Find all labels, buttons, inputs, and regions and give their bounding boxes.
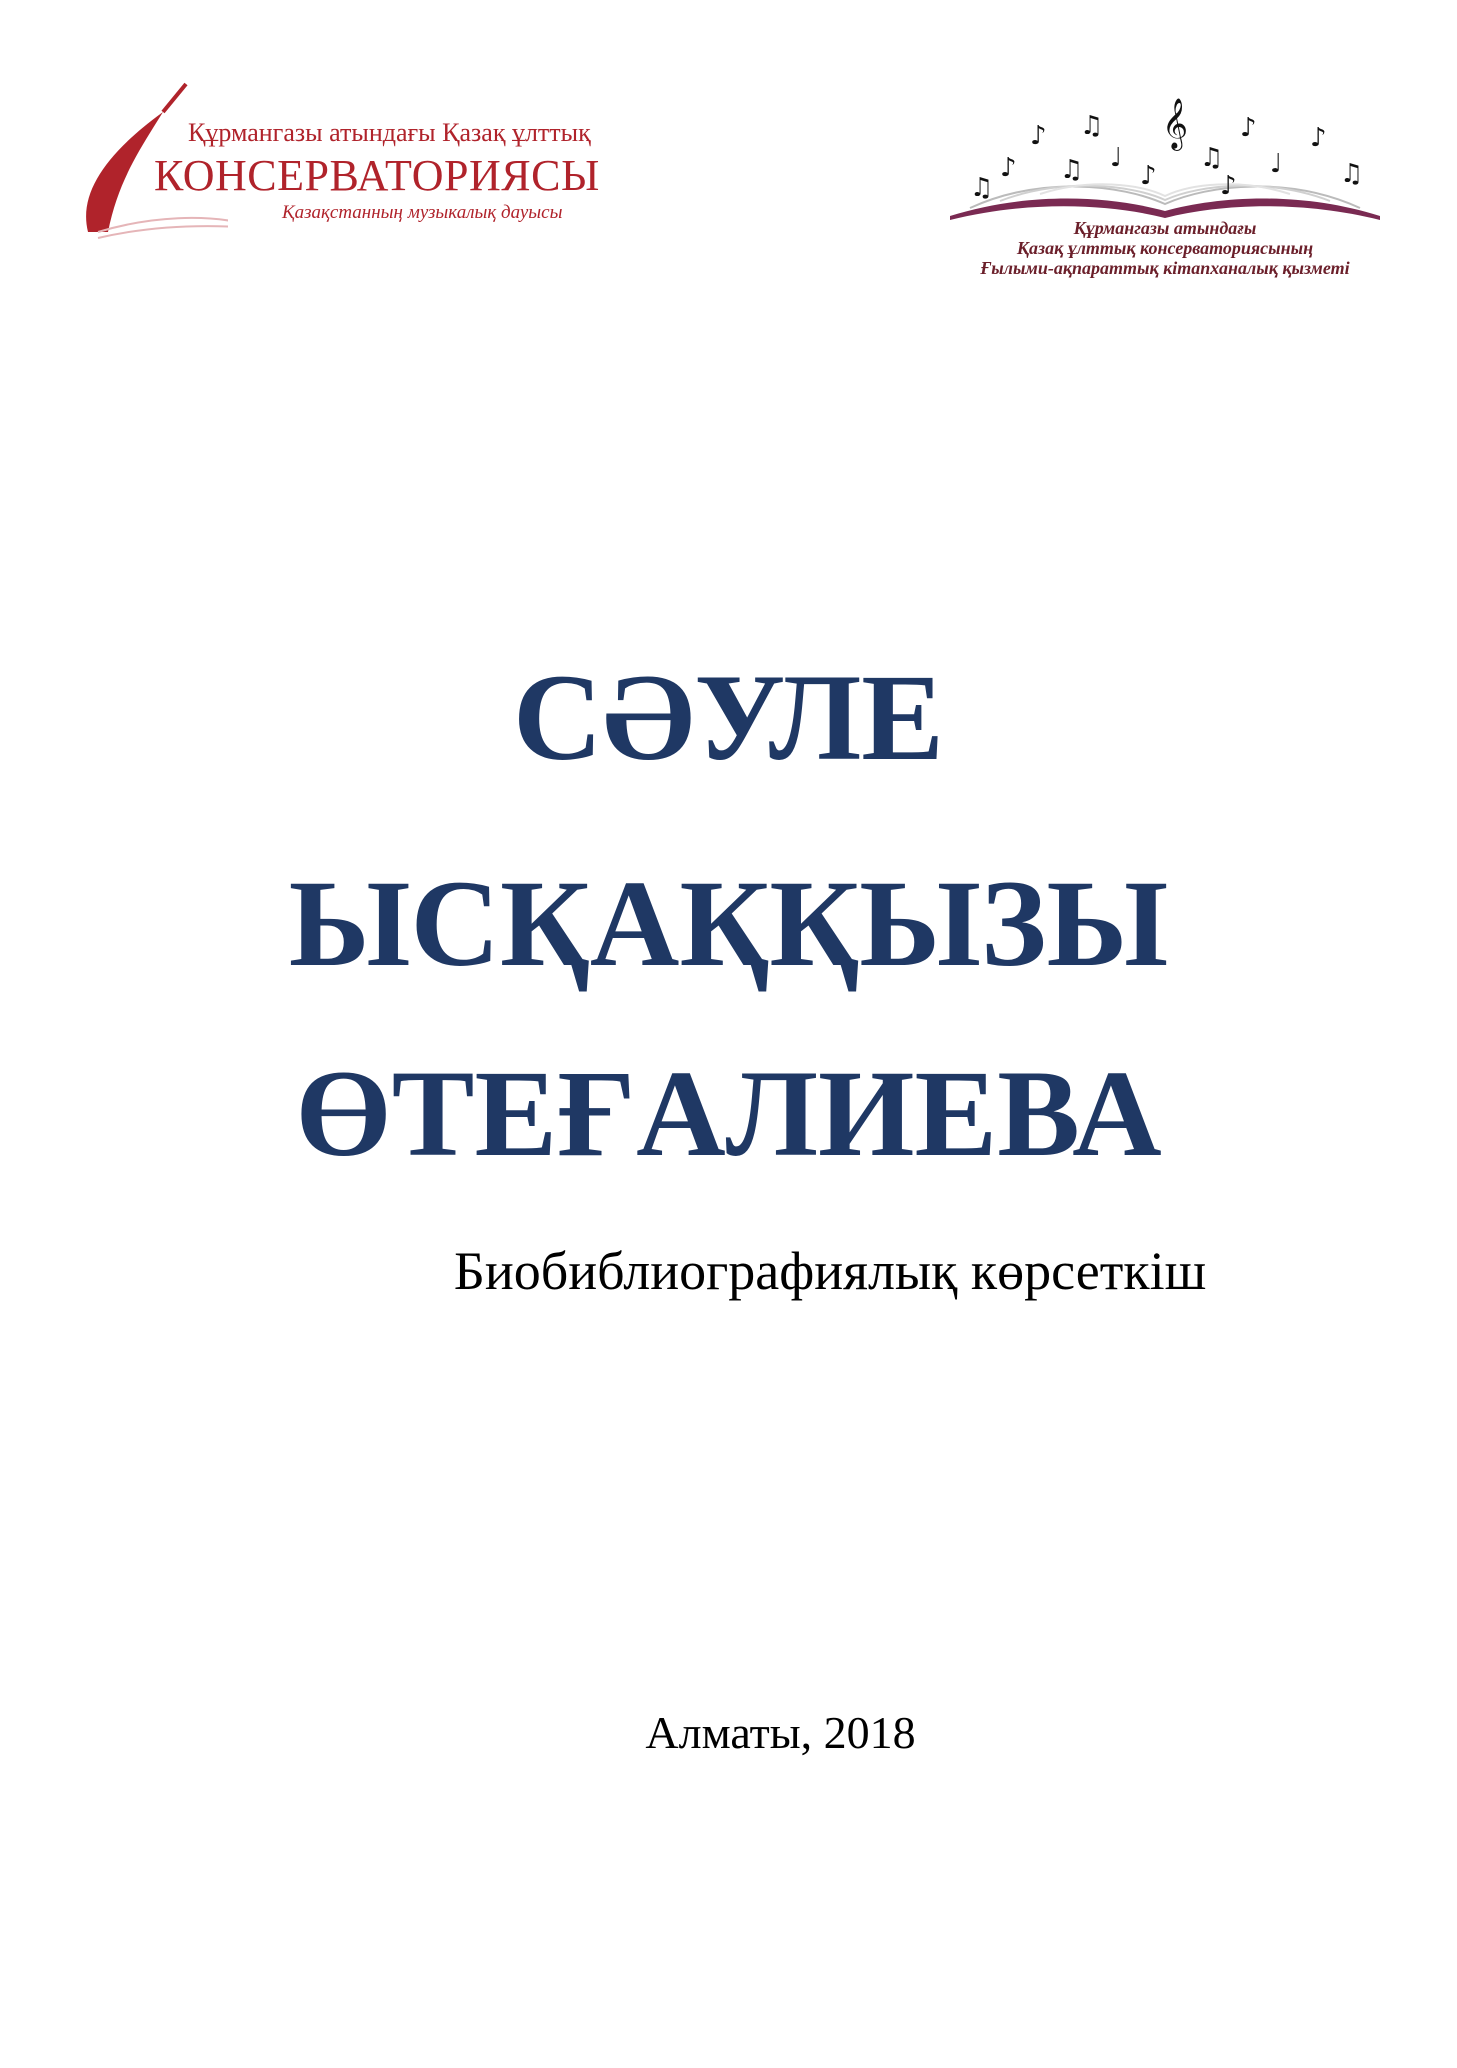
- document-subtitle: Биобиблиографиялық көрсеткіш: [453, 1241, 1207, 1301]
- title-surname: ӨТЕҒАЛИЕВА: [295, 1045, 1162, 1182]
- logo-left-line2: КОНСЕРВАТОРИЯСЫ: [154, 151, 600, 200]
- title-first-name: СӘУЛЕ: [513, 649, 944, 786]
- svg-text:♪: ♪: [1000, 153, 1017, 183]
- logo-left-line3: Қазақстанның музыкалық дауысы: [282, 202, 563, 223]
- logo-right-line3: Ғылыми-ақпараттық кітапханалық қызметі: [980, 258, 1350, 278]
- svg-text:♪: ♪: [1030, 121, 1047, 151]
- svg-text:♩: ♩: [1270, 149, 1283, 179]
- svg-text:♪: ♪: [1140, 161, 1157, 191]
- svg-text:♫: ♫: [1080, 111, 1104, 141]
- logo-left-line1: Құрмангазы атындағы Қазақ ұлттық: [188, 118, 591, 147]
- svg-text:♫: ♫: [1060, 155, 1084, 185]
- library-logo: [940, 96, 1390, 296]
- title-patronymic: ЫСҚАҚҚЫЗЫ: [288, 855, 1169, 992]
- conservatory-logo: [68, 82, 600, 242]
- open-book-music-notes-icon: [940, 96, 1390, 221]
- svg-text:♩: ♩: [1110, 143, 1123, 173]
- svg-text:♫: ♫: [970, 173, 994, 203]
- svg-text:♪: ♪: [1220, 171, 1237, 201]
- svg-text:♪: ♪: [1240, 113, 1257, 143]
- logo-right-line1: Құрмангазы атындағы: [1073, 218, 1257, 238]
- svg-text:♫: ♫: [1340, 159, 1364, 189]
- place-and-year: Алматы, 2018: [645, 1707, 916, 1758]
- svg-text:♫: ♫: [1200, 143, 1224, 173]
- svg-text:𝄞: 𝄞: [1162, 98, 1189, 149]
- logo-right-line2: Қазақ ұлттық консерваториясының: [1016, 238, 1314, 258]
- svg-text:♪: ♪: [1310, 123, 1327, 153]
